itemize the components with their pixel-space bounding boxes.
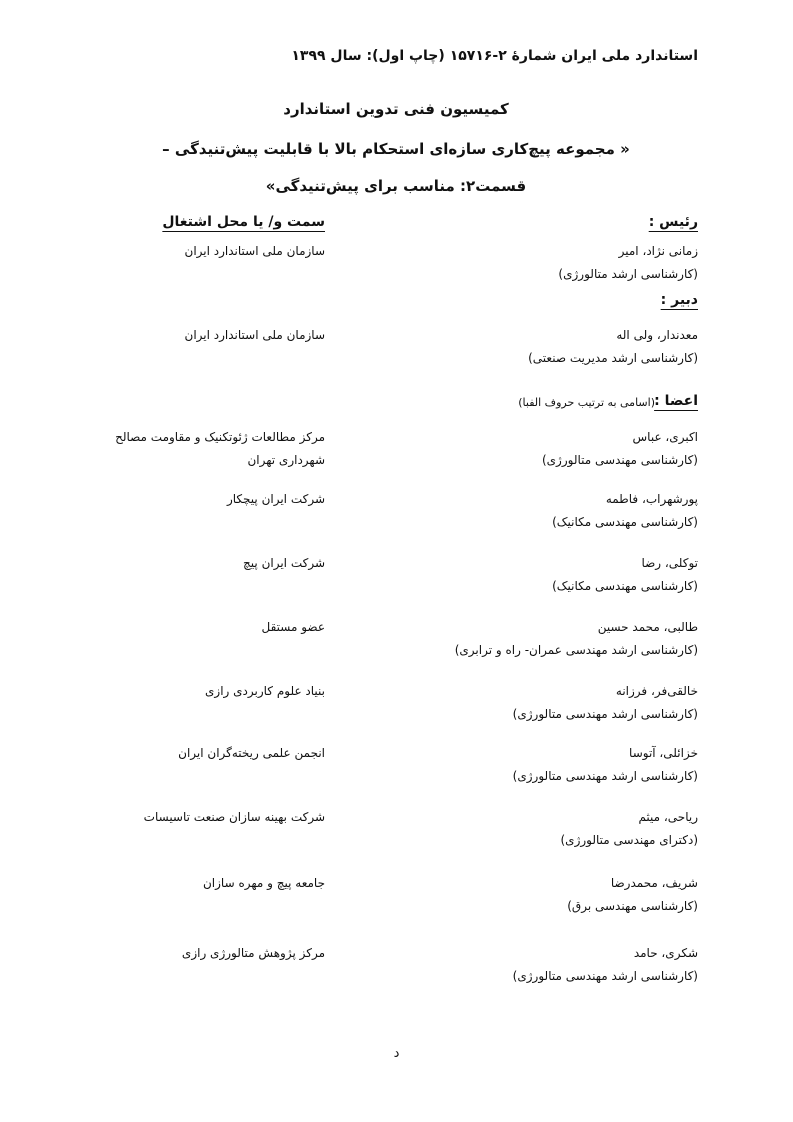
standard-title-line1: « مجموعه پیچ‌کاری سازه‌ای استحکام بالا با قابلیت پیش‌تنیدگی – — [162, 140, 630, 158]
secretary-affiliation: سازمان ملی استاندارد ایران — [184, 328, 325, 342]
member-degree: (دکترای مهندسی متالورژی) — [560, 833, 698, 847]
page-number: د — [393, 1046, 400, 1061]
member-degree: (کارشناسی ارشد مهندسی متالورژی) — [512, 969, 698, 983]
chair-degree: (کارشناسی ارشد متالورژی) — [558, 267, 698, 281]
chair-label: رئیس : — [648, 214, 698, 230]
member-entry — [398, 488, 698, 534]
member-affiliation: بنیاد علوم کاربردی رازی — [205, 684, 325, 698]
member-name: خزائلی، آتوسا — [629, 746, 698, 760]
members-ordering-note: (اسامی به ترتیب حروف الفبا) — [518, 396, 655, 409]
member-name: ریاحی، میثم — [638, 810, 698, 824]
member-entry — [398, 616, 698, 662]
member-name: خالقی‌فر، فرزانه — [615, 684, 698, 698]
member-degree: (کارشناسی مهندسی مکانیک) — [552, 579, 698, 593]
chair-affiliation: سازمان ملی استاندارد ایران — [184, 244, 325, 258]
member-name: شکری، حامد — [633, 946, 698, 960]
member-name: شریف، محمدرضا — [610, 876, 698, 890]
member-entry — [398, 872, 698, 918]
members-label: اعضا : — [654, 393, 698, 409]
member-entry — [398, 552, 698, 598]
member-entry — [398, 426, 698, 472]
member-affiliation: انجمن علمی ریخته‌گران ایران — [178, 746, 325, 760]
member-degree: (کارشناسی مهندسی برق) — [567, 899, 698, 913]
member-degree: (کارشناسی مهندسی متالورژی) — [541, 453, 698, 467]
member-name: توکلی، رضا — [641, 556, 698, 570]
chair-entry — [398, 240, 698, 286]
member-entry — [398, 942, 698, 988]
member-affiliation: مرکز پژوهش متالورژی رازی — [181, 946, 325, 960]
member-degree: (کارشناسی مهندسی مکانیک) — [552, 515, 698, 529]
standard-header: استاندارد ملی ایران شمارۀ ۲-۱۵۷۱۶ (چاپ اول): سال ۱۳۹۹ — [291, 48, 698, 64]
chair-name: زمانی نژاد، امیر — [618, 244, 698, 258]
secretary-entry — [398, 324, 698, 370]
member-affiliation: شرکت ایران پیچ — [243, 556, 325, 570]
member-degree: (کارشناسی ارشد مهندسی متالورژی) — [512, 707, 698, 721]
member-affiliation: شرکت بهینه سازان صنعت تاسیسات — [143, 810, 325, 824]
member-affiliation: جامعه پیچ و مهره سازان — [202, 876, 325, 890]
member-affiliation: مرکز مطالعات ژئوتکنیک و مقاومت مصالح شهرداری تهران — [115, 430, 325, 467]
member-name: طالبی، محمد حسین — [597, 620, 698, 634]
member-entry — [398, 806, 698, 852]
secretary-label: دبیر : — [660, 292, 698, 308]
member-name: اکبری، عباس — [632, 430, 698, 444]
member-entry — [398, 742, 698, 788]
commission-title: کمیسیون فنی تدوین استاندارد — [283, 100, 509, 118]
member-degree: (کارشناسی ارشد مهندسی عمران- راه و ترابری) — [454, 643, 698, 657]
standard-title-line2: قسمت۲: مناسب برای پیش‌تنیدگی» — [265, 177, 527, 195]
member-entry — [398, 680, 698, 726]
member-degree: (کارشناسی ارشد مهندسی متالورژی) — [512, 769, 698, 783]
secretary-degree: (کارشناسی ارشد مدیریت صنعتی) — [528, 351, 698, 365]
member-name: پورشهراب، فاطمه — [605, 492, 698, 506]
member-affiliation: عضو مستقل — [261, 620, 325, 634]
member-affiliation: شرکت ایران پیچکار — [226, 492, 325, 506]
role-column-header: سمت و/ یا محل اشتغال — [162, 214, 325, 230]
secretary-name: معدندار، ولی اله — [616, 328, 698, 342]
